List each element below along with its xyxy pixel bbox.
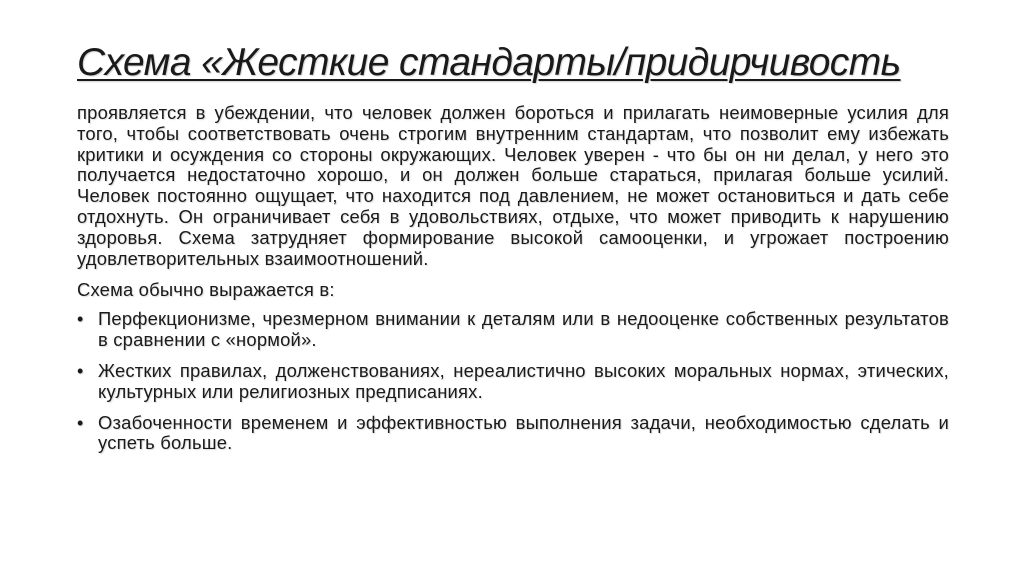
bullet-text: Перфекционизме, чрезмерном внимании к деталям или в недооценке собственных результатов в сравнении с «нормой». <box>98 308 949 351</box>
bullet-item <box>77 361 949 403</box>
slide-title: Схема «Жесткие стандарты/придирчивость <box>77 41 901 84</box>
bullet-item <box>77 309 949 351</box>
bullet-text: Озабоченности временем и эффективностью выполнения задачи, необходимостью сделать и успеть больше. <box>98 411 949 454</box>
bullet-item <box>77 413 949 455</box>
bullet-text: Жестких правилах, долженствованиях, нереалистично высоких моральных нормах, этических, культурных или религиозных предписаниях. <box>98 359 949 402</box>
lead-text: Схема обычно выражается в: <box>77 279 335 301</box>
bullet-list <box>77 309 949 454</box>
bullet-dot-icon: • <box>77 412 84 433</box>
bullet-dot-icon: • <box>77 309 84 330</box>
intro-paragraph: проявляется в убеждении, что человек должен бороться и прилагать неимоверные усилия для того, чтобы соответствовать очень строгим внутренним стандартам, что позволит ему избежать критики и осуждения со стороны окружающих. Человек уверен - что бы он ни делал, у него это получается недостаточно хорошо, и он должен больше стараться, прилагая больше усилий. Человек постоянно ощущает, что находится под давлением, не может остановиться и дать себе отдохнуть. Он ограничивает себя в удовольствиях, отдыхе, что может приводить к нарушению здоровья. Схема затрудняет формирование высокой самооценки, и угрожает построению удовлетворительных взаимоотношений. <box>77 102 949 269</box>
slide-body <box>77 103 949 464</box>
bullet-dot-icon: • <box>77 360 84 381</box>
